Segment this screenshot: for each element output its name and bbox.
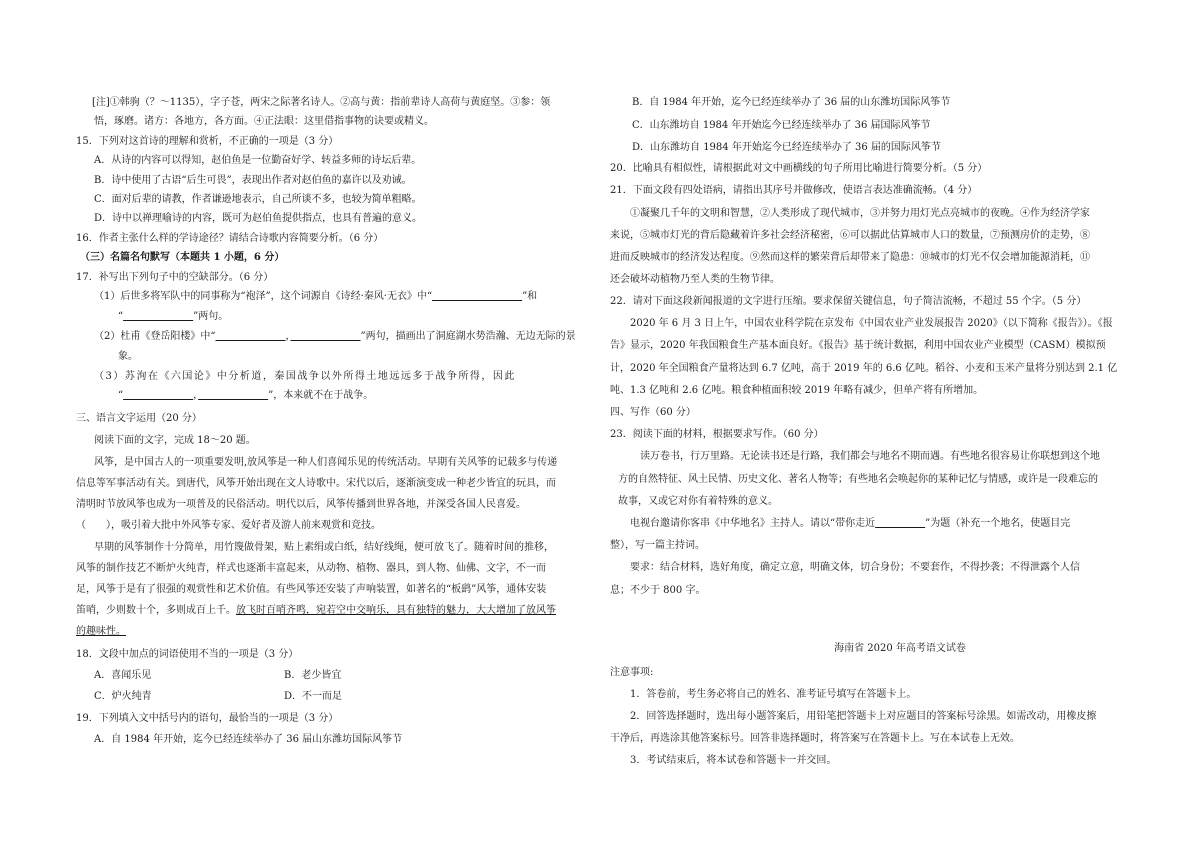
q19-option-a: A．自 1984 年开始，迄今已经连续举办了 36 届山东潍坊国际风筝节 bbox=[94, 734, 403, 745]
q17-blank-4[interactable] bbox=[290, 331, 360, 342]
q22-line-4: 吨、1.3 亿吨和 2.6 亿吨。粮食种植面积较 2019 年略有减少，但单产将有所增加。 bbox=[610, 385, 984, 396]
q18-option-d: D．不一而足 bbox=[284, 691, 343, 702]
q21-line-1: ①凝聚几千年的文明和智慧，②人类形成了现代城市，③并努力用灯光点亮城市的夜晚。④作为经济学家 bbox=[630, 208, 1090, 219]
q23-line-6: 要求：结合材料，选好角度，确定立意，明确文体，切合身份；不要套作，不得抄袭；不得泄露个人信 bbox=[630, 562, 1080, 573]
q19-option-c: C．山东潍坊自 1984 年开始迄今已经连续举办了 36 届国际风筝节 bbox=[632, 120, 931, 131]
q23-line-4-text-b: ”为题（补充一个地名，使题目完 bbox=[925, 518, 1071, 529]
q18-stem: 18．文段中加点的词语使用不当的一项是（3 分） bbox=[76, 649, 299, 660]
q19-option-d: D．山东潍坊自 1984 年开始迄今已经连续举办了 36 届的国际风筝节 bbox=[632, 142, 941, 153]
q23-stem: 23．阅读下面的材料，根据要求写作。（60 分） bbox=[610, 429, 824, 440]
q17-p3-text-b: “ bbox=[118, 390, 124, 401]
q23-line-1: 读万卷书，行万里路。无论读书还是行路，我们都会与地名不期而遇。有些地名很容易让你联想到这个地 bbox=[640, 451, 1100, 462]
q16-stem: 16．作者主张什么样的学诗途径？请结合诗歌内容简要分析。（6 分） bbox=[76, 233, 384, 244]
q15-option-a: A．从诗的内容可以得知，赵伯鱼是一位勤奋好学、转益多师的诗坛后辈。 bbox=[94, 155, 422, 166]
q17-p1-text-b: ”和 bbox=[522, 291, 538, 302]
q17-blank-2[interactable] bbox=[123, 311, 193, 322]
q17-blank-3[interactable] bbox=[215, 331, 285, 342]
q18-option-a: A．喜闻乐见 bbox=[94, 670, 152, 681]
passage-line-4: （ ），吸引着大批中外风筝专家、爱好者及游人前来观赏和竞技。 bbox=[76, 520, 381, 531]
q23-line-5: 整），写一篇主持词。 bbox=[610, 540, 705, 551]
q17-p1-text-c: “ bbox=[118, 311, 124, 322]
q22-line-3: 计，2020 年全国粮食产量将达到 6.7 亿吨，高于 2019 年的 6.6 亿吨。稻谷、小麦和玉米产量将分别达到 2.1 亿 bbox=[610, 363, 1118, 374]
q17-p2-text-c: ”两句，描画出了洞庭湖水势浩瀚、无边无际的景 bbox=[360, 331, 576, 342]
q18-option-c: C．炉火纯青 bbox=[94, 691, 152, 702]
part-4-title: 四、写作（60 分） bbox=[610, 407, 696, 418]
passage-line-8 bbox=[76, 606, 556, 616]
q17-blank-1[interactable] bbox=[432, 291, 522, 302]
q20-stem: 20．比喻具有相似性，请根据此对文中画横线的句子所用比喻进行简要分析。（5 分） bbox=[610, 163, 988, 174]
part-3-title: 三、语言文字运用（20 分） bbox=[76, 413, 202, 424]
q17-blank-6[interactable] bbox=[198, 390, 268, 401]
q17-p2-text-d: 象。 bbox=[118, 351, 138, 362]
q17-p2-text-a: （2）杜甫《登岳阳楼》中“ bbox=[94, 331, 216, 342]
q21-line-2: 来说，⑤城市灯光的背后隐藏着许多社会经济秘密，⑥可以据此估算城市人口的数量，⑦预测房价的走势，⑧ bbox=[610, 230, 1090, 241]
section-3-heading: （三）名篇名句默写（本题共 1 小题，6 分） bbox=[80, 252, 285, 263]
q23-title-blank[interactable] bbox=[875, 518, 925, 529]
reading-intro: 阅读下面的文字，完成 18～20 题。 bbox=[94, 435, 256, 446]
q17-p1-text-d: ”两句。 bbox=[193, 311, 229, 322]
q17-part3-line-2 bbox=[118, 391, 373, 401]
q15-option-b: B．诗中使用了古语“后生可畏”，表现出作者对赵伯鱼的嘉许以及劝诫。 bbox=[94, 175, 412, 186]
passage-line-8-plain: 笛哨，少则数十个，多则成百上千。 bbox=[76, 605, 236, 616]
passage-line-2: 信息等军事活动有关。到唐代，风筝开始出现在文人诗歌中。宋代以后，逐渐演变成一种老少皆宜的玩具，而 bbox=[76, 478, 556, 489]
q21-line-4: 还会破坏动植物乃至人类的生物节律。 bbox=[610, 274, 780, 285]
q21-stem: 21．下面文段有四处语病，请指出其序号并做修改，使语言表达准确流畅。（4 分） bbox=[610, 185, 978, 196]
q17-part2-line bbox=[94, 332, 576, 342]
note-1: 1．答卷前，考生务必将自己的姓名、准考证号填写在答题卡上。 bbox=[630, 689, 917, 700]
exam-title: 海南省 2020 年高考语文试卷 bbox=[834, 643, 966, 654]
q23-line-7: 息；不少于 800 字。 bbox=[610, 585, 706, 596]
q15-option-c: C．面对后辈的请教，作者谦逊地表示，自己所谈不多，也较为简单粗略。 bbox=[94, 194, 422, 205]
q23-line-2: 方的自然特征、风土民情、历史文化、著名人物等；有些地名会唤起你的某种记忆与情感，或许是一段难忘的 bbox=[618, 474, 1098, 485]
q22-line-1: 2020 年 6 月 3 日上午，中国农业科学院在京发布《中国农业产业发展报告 2020》（以下简称《报告》）。《报 bbox=[630, 318, 1113, 329]
q22-line-2: 告》显示，2020 年我国粮食生产基本面良好。《报告》基于统计数据，利用中国农业产业模型（CASM）模拟预 bbox=[610, 340, 1106, 351]
passage-line-3: 清明时节放风筝也成为一项普及的民俗活动。明代以后，风筝传播到世界各地，并深受各国人民喜爱。 bbox=[76, 499, 526, 510]
poem-note-line-2: 悟，琢磨。诸方：各地方，各方面。④正法眼：这里借指事物的诀要或精义。 bbox=[94, 116, 434, 127]
q22-stem: 22．请对下面这段新闻报道的文字进行压缩。要求保留关键信息，句子简洁流畅，不超过 55 个字。（5 分） bbox=[610, 296, 1087, 307]
q15-stem: 15．下列对这首诗的理解和赏析，不正确的一项是（3 分） bbox=[76, 136, 339, 147]
q23-line-4-text-a: 电视台邀请你客串《中华地名》主持人。请以“带你走近 bbox=[630, 518, 876, 529]
q17-p1-text-a: （1）后世多将军队中的同事称为“袍泽”，这个词源自《诗经·秦风·无衣》中“ bbox=[94, 291, 433, 302]
note-2-line-1: 2．回答选择题时，选出每小题答案后，用铅笔把答题卡上对应题目的答案标号涂黑。如需改动，用橡皮擦 bbox=[630, 711, 1097, 722]
q19-option-b: B．自 1984 年开始，迄今已经连续举办了 36 届的山东潍坊国际风筝节 bbox=[632, 97, 951, 108]
q17-part1-line-2 bbox=[118, 312, 228, 322]
passage-line-9: 的趣味性。 bbox=[76, 626, 126, 637]
poem-note-line-1: [注]①韩驹（？～1135），字子苍，两宋之际著名诗人。②高与黄：指前辈诗人高荷与黄庭坚。③参：领 bbox=[92, 97, 551, 108]
q17-p2-text-b: ， bbox=[285, 331, 291, 342]
q17-p3-text-a: （3）苏洵在《六国论》中分析道，秦国战争以外所得土地远远多于战争所得，因此 bbox=[94, 371, 516, 382]
q21-line-3: 进而反映城市的经济发达程度。⑨然而这样的繁荣背后却带来了隐患：⑩城市的灯光不仅会增加能源消耗，⑪ bbox=[610, 252, 1090, 263]
q17-stem: 17．补写出下列句子中的空缺部分。（6 分） bbox=[76, 272, 274, 283]
notes-title: 注意事项: bbox=[610, 667, 654, 678]
q17-p3-text-d: ”，本来就不在于战争。 bbox=[268, 390, 374, 401]
q17-part1-line bbox=[94, 292, 537, 302]
passage-line-1: 风筝，是中国古人的一项重要发明,放风筝是一种人们喜闻乐见的传统活动。早期有关风筝的记载多与传递 bbox=[94, 457, 558, 468]
q19-stem: 19．下列填入文中括号内的语句，最恰当的一项是（3 分） bbox=[76, 713, 339, 724]
q15-option-d: D．诗中以禅理喻诗的内容，既可为赵伯鱼提供指点，也具有普遍的意义。 bbox=[94, 213, 423, 224]
passage-line-6: 风筝的制作技艺不断炉火纯青，样式也逐渐丰富起来，从动物、植物、器具，到人物、仙佛、文字，不一而 bbox=[76, 563, 546, 574]
note-3: 3．考试结束后，将本试卷和答题卡一并交回。 bbox=[630, 755, 837, 766]
q18-option-b: B．老少皆宜 bbox=[284, 670, 342, 681]
underlined-sentence: 放飞时百哨齐鸣，宛若空中交响乐，具有独特的魅力，大大增加了放风筝 bbox=[236, 605, 556, 616]
passage-line-5: 早期的风筝制作十分简单，用竹篾做骨架，贴上素绢或白纸，结好线绳，便可放飞了。随着时间的推移， bbox=[94, 542, 554, 553]
q17-blank-5[interactable] bbox=[123, 390, 193, 401]
q17-p3-text-c: ， bbox=[193, 390, 199, 401]
passage-line-7: 足，风筝于是有了很强的观赏性和艺术价值。有些风筝还安装了声响装置，如著名的“板鹞”风筝，通体安装 bbox=[76, 584, 547, 595]
note-2-line-2: 干净后，再选涂其他答案标号。回答非选择题时，将答案写在答题卡上。写在本试卷上无效。 bbox=[610, 733, 1020, 744]
q23-line-3: 故事，又或它对你有着特殊的意义。 bbox=[618, 496, 778, 507]
q23-line-4 bbox=[630, 519, 1070, 529]
